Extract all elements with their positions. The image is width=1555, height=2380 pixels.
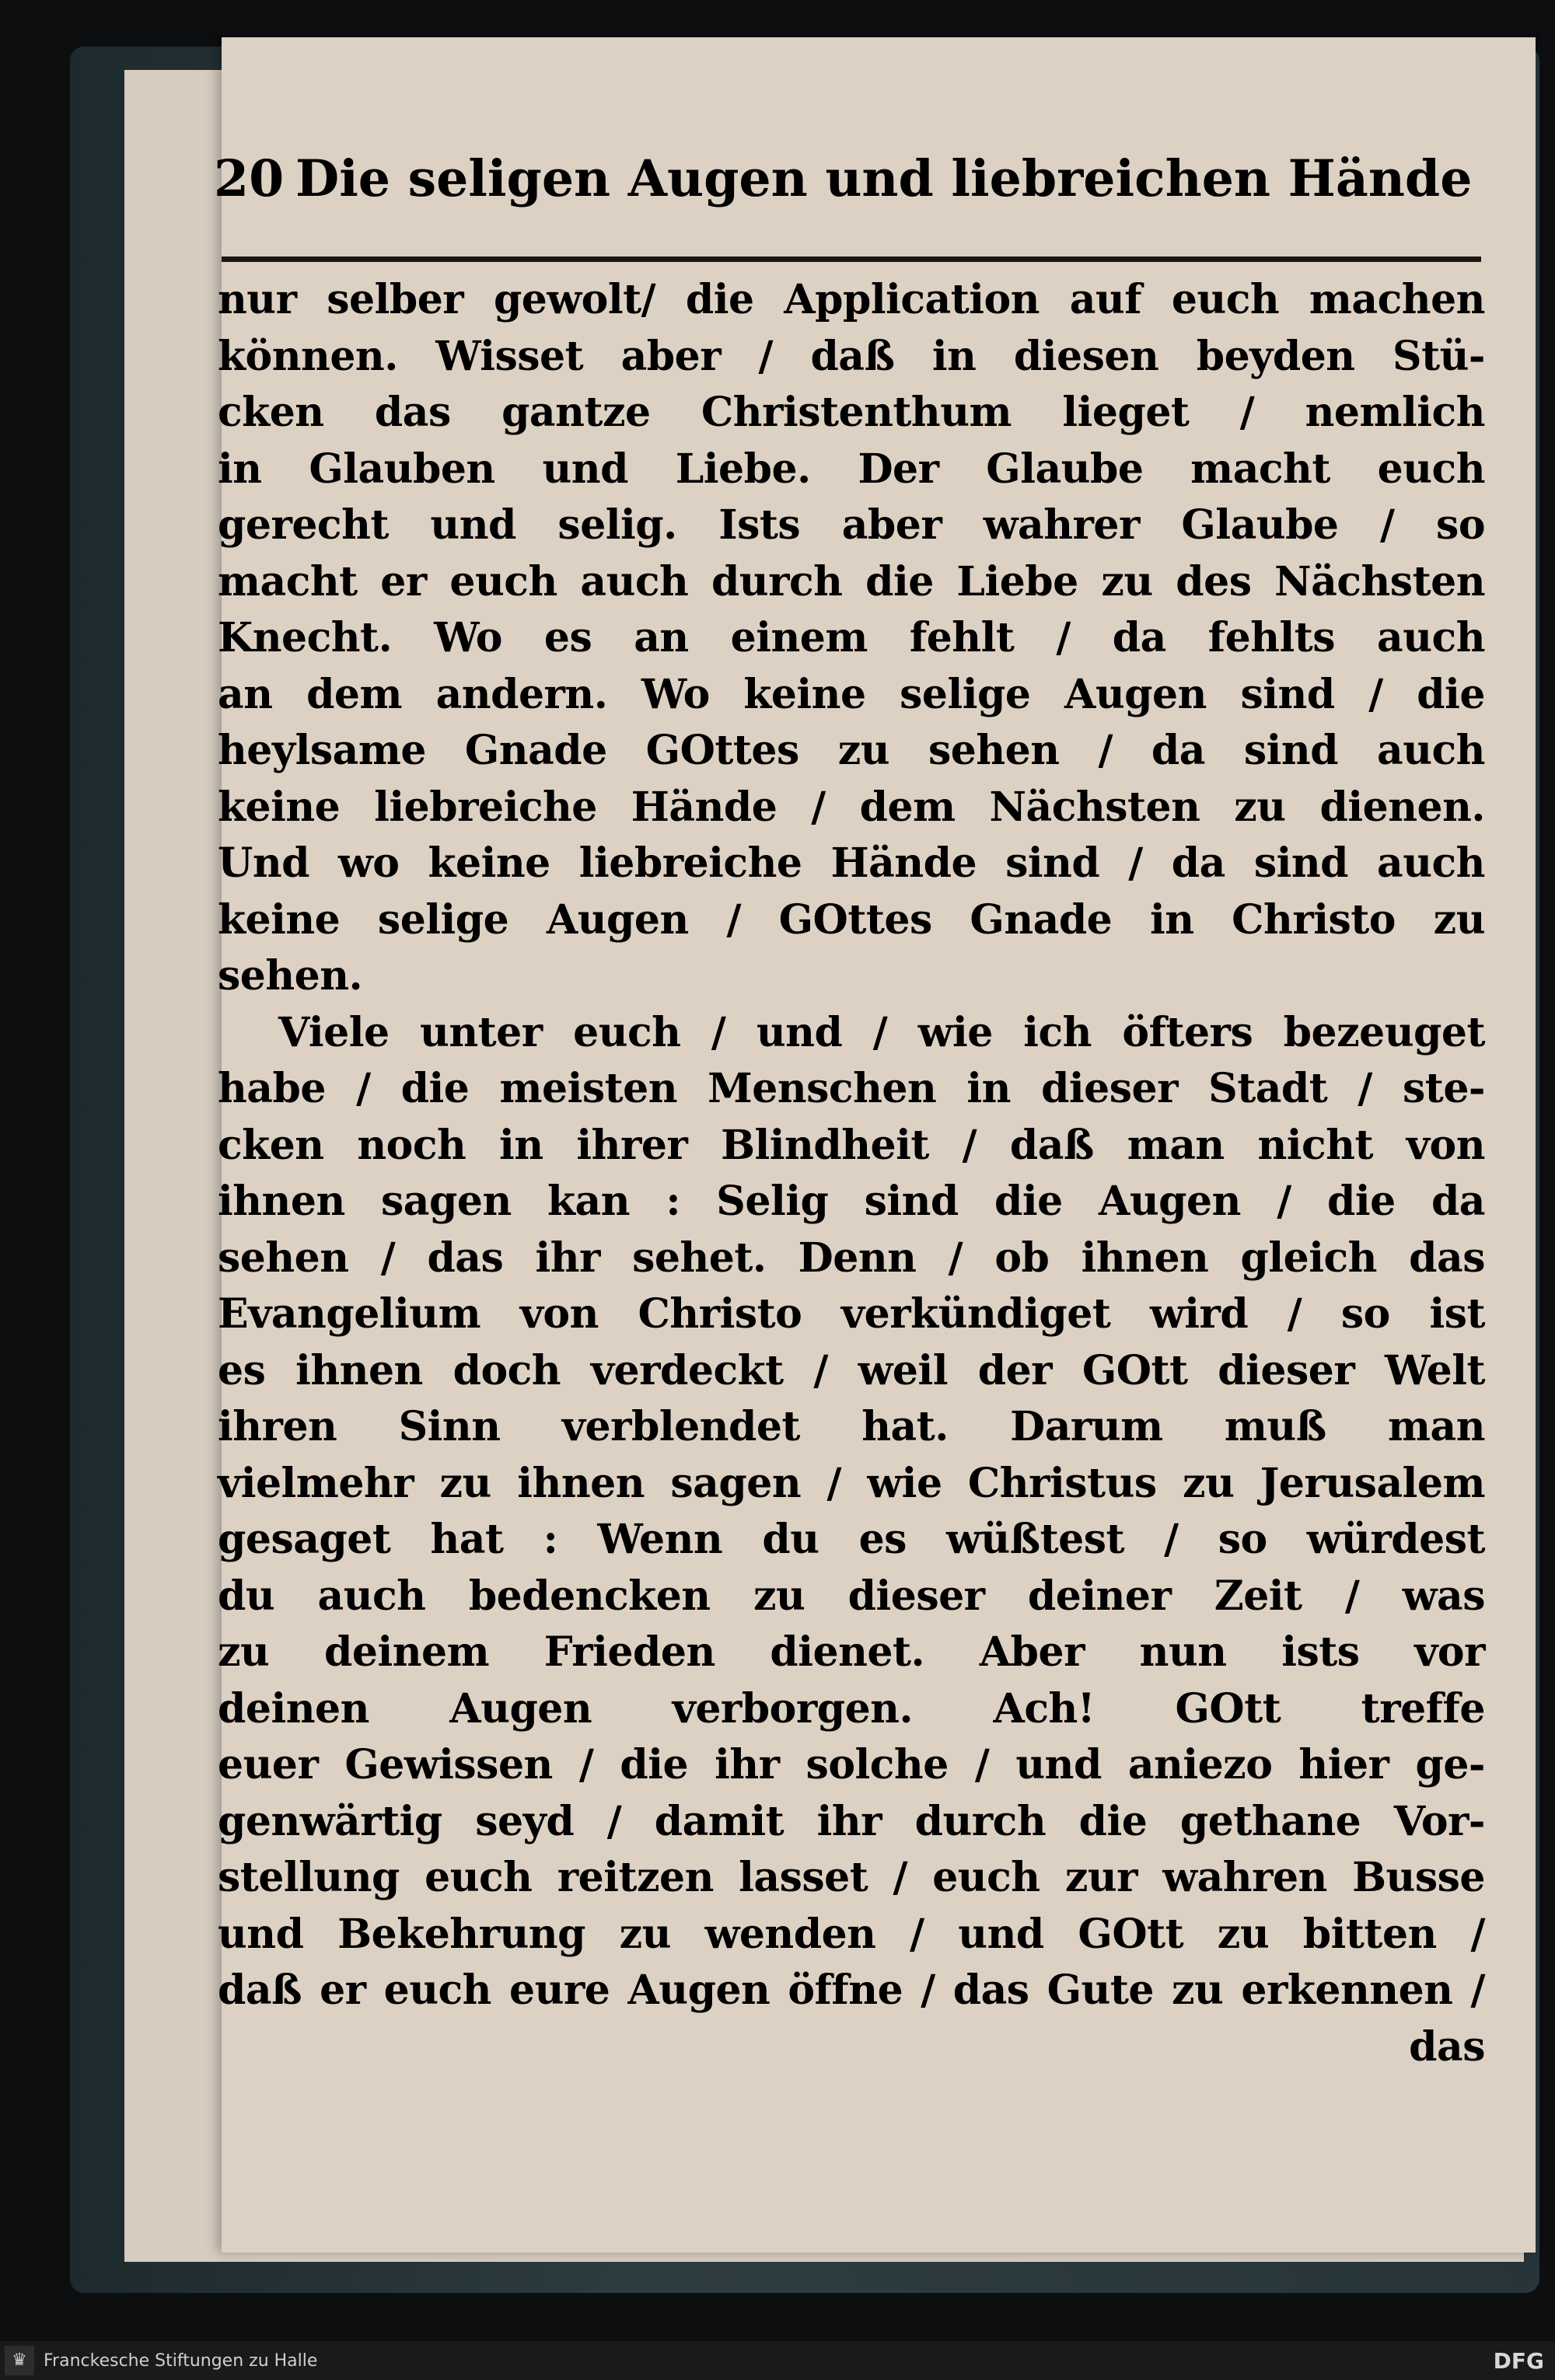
text-line: macht er euch auch durch die Liebe zu des Nächsten [218, 557, 1485, 605]
funder-logo: DFG [1493, 2348, 1544, 2374]
text-line: deinen Augen verborgen. Ach! GOtt treffe [218, 1684, 1485, 1733]
text-line: in Glauben und Liebe. Der Glaube macht euch [218, 445, 1485, 493]
text-line: ihnen sagen kan : Selig sind die Augen / die da [218, 1178, 1485, 1225]
text-line: du auch bedencken zu dieser deiner Zeit / was [218, 1572, 1485, 1620]
page-number: 20 [214, 149, 285, 208]
text-line: cken das gantze Christenthum lieget / nemlich [218, 389, 1485, 436]
text-line: vielmehr zu ihnen sagen / wie Christus zu Jerusalem [218, 1459, 1485, 1507]
running-title: Die seligen Augen und liebreichen Hände [295, 149, 1473, 208]
catchword: das [1409, 2022, 1485, 2071]
page-body-text [218, 272, 1485, 2075]
text-line: Evangelium von Christo verkündiget wird / so ist [218, 1290, 1485, 1338]
text-line: Und wo keine liebreiche Hände sind / da sind auch [218, 839, 1485, 887]
text-line: keine liebreiche Hände / dem Nächsten zu dienen. [218, 783, 1485, 831]
text-line: habe / die meisten Menschen in dieser Stadt / ste- [218, 1065, 1485, 1112]
text-line: gesaget hat : Wenn du es wüßtest / so würdest [218, 1516, 1485, 1563]
text-line: Viele unter euch / und / wie ich öfters bezeuget [278, 1008, 1485, 1056]
institution-logo-icon: ♛ [5, 2346, 34, 2375]
text-line: nur selber gewolt/ die Application auf euch machen [218, 276, 1485, 323]
text-line: genwärtig seyd / damit ihr durch die gethane Vor- [218, 1797, 1485, 1845]
text-line: es ihnen doch verdeckt / weil der GOtt dieser Welt [218, 1346, 1485, 1394]
text-line: ihren Sinn verblendet hat. Darum muß man [218, 1403, 1485, 1450]
institution-name: Franckesche Stiftungen zu Halle [44, 2351, 318, 2371]
text-line: heylsame Gnade GOttes zu sehen / da sind auch [218, 727, 1485, 774]
text-line: daß er euch eure Augen öffne / das Gute zu erkennen / [218, 1966, 1485, 2014]
text-line: stellung euch reitzen lasset / euch zur wahren Busse [218, 1854, 1485, 1901]
text-line: gerecht und selig. Ists aber wahrer Glaube / so [218, 501, 1485, 549]
text-line: cken noch in ihrer Blindheit / daß man nicht von [218, 1121, 1485, 1169]
text-line: keine selige Augen / GOttes Gnade in Christo zu [218, 895, 1485, 944]
text-line: zu deinem Frieden dienet. Aber nun ists vor [218, 1628, 1485, 1676]
text-line: an dem andern. Wo keine selige Augen sind / die [218, 670, 1485, 718]
text-line: Knecht. Wo es an einem fehlt / da fehlts auch [218, 614, 1485, 661]
text-line: und Bekehrung zu wenden / und GOtt zu bitten / [218, 1910, 1485, 1958]
text-line: können. Wisset aber / daß in diesen beyden Stü- [218, 332, 1485, 380]
head-rule [222, 256, 1481, 262]
text-line: sehen. [218, 952, 363, 1000]
running-head [214, 132, 1481, 225]
text-line: sehen / das ihr sehet. Denn / ob ihnen gleich das [218, 1234, 1485, 1282]
viewer-footer [0, 2341, 1555, 2380]
text-line: euer Gewissen / die ihr solche / und aniezo hier ge- [218, 1741, 1485, 1788]
